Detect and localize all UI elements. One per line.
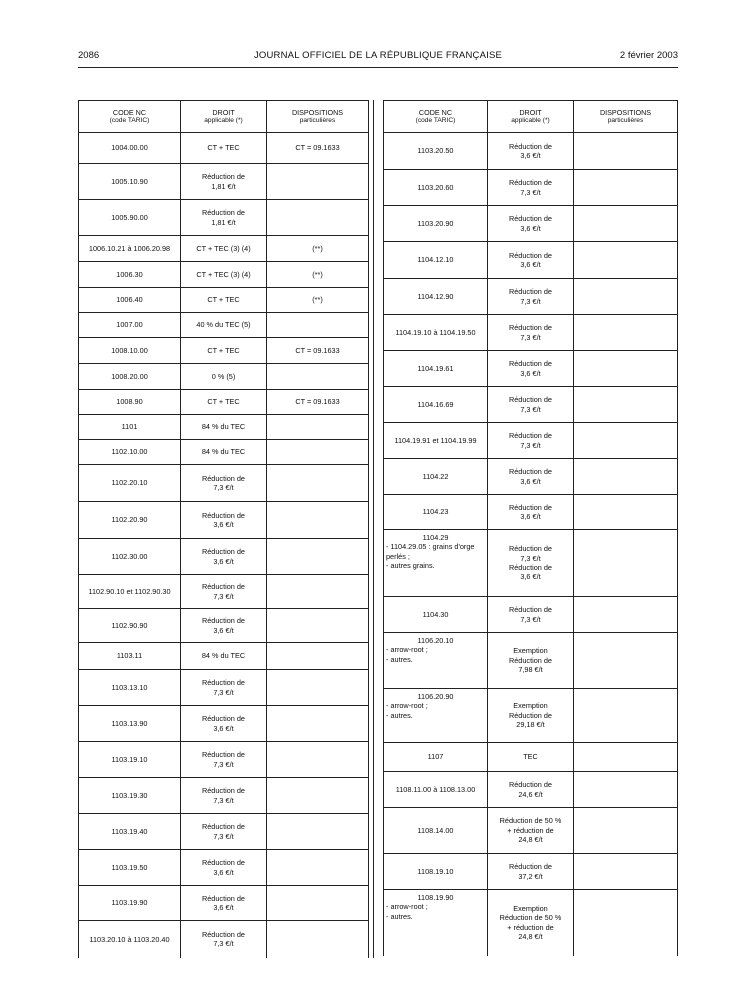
- dispositions-cell: [574, 206, 678, 242]
- header-droit: [181, 101, 267, 133]
- code-cell: [384, 633, 488, 689]
- table-row: [79, 670, 369, 706]
- code-cell: [384, 351, 488, 387]
- dispositions-cell: (**): [267, 288, 369, 313]
- droit-cell: Exemption Réduction de 50 % + réduction de 24,8 €/t: [488, 890, 574, 956]
- dispositions-cell: (**): [267, 236, 369, 262]
- dispositions-cell: [574, 854, 678, 890]
- code-cell: [384, 206, 488, 242]
- page-header: [78, 50, 678, 64]
- code-nc: 1104.12.10: [417, 255, 454, 265]
- code-subline: - autres.: [386, 911, 413, 921]
- code-cell: [79, 886, 181, 921]
- header-code: [384, 101, 488, 133]
- dispositions-cell: [574, 689, 678, 743]
- code-cell: [384, 387, 488, 423]
- code-cell: [79, 200, 181, 236]
- table-row: [79, 742, 369, 778]
- code-nc: 1102.30.00: [111, 551, 148, 561]
- dispositions-cell: [267, 706, 369, 742]
- code-cell: [79, 465, 181, 502]
- dispositions-cell: (**): [267, 262, 369, 288]
- header-droit: [488, 101, 574, 133]
- droit-cell: Réduction de 3,6 €/t: [488, 495, 574, 530]
- dispositions-cell: [267, 886, 369, 921]
- code-nc: 1008.20.00: [111, 371, 148, 381]
- droit-cell: Réduction de 3,6 €/t: [181, 850, 267, 886]
- code-nc: 1005.10.90: [111, 176, 148, 186]
- code-subline: - arrow-root ;: [386, 902, 428, 912]
- table-row: [79, 706, 369, 742]
- table-row: [79, 390, 369, 415]
- table-row: [79, 200, 369, 236]
- code-nc: 1104.19.61: [417, 363, 454, 373]
- header-disp-title: DISPOSITIONS: [599, 107, 652, 117]
- code-nc: 1005.90.00: [111, 212, 148, 222]
- code-nc: 1104.12.90: [417, 291, 454, 301]
- dispositions-cell: [267, 609, 369, 643]
- tariff-table-right: [383, 100, 678, 956]
- code-cell: [79, 670, 181, 706]
- code-nc: 1104.19.91 et 1104.19.99: [394, 435, 477, 445]
- dispositions-cell: [267, 440, 369, 465]
- code-nc: 1108.19.90: [417, 893, 454, 902]
- table-row: [79, 643, 369, 670]
- table-row: [79, 338, 369, 364]
- table-row: [79, 886, 369, 921]
- droit-cell: Réduction de 1,81 €/t: [181, 164, 267, 200]
- table-row: [79, 364, 369, 390]
- dispositions-cell: [574, 772, 678, 808]
- dispositions-cell: [574, 495, 678, 530]
- header-code-sub: (code TARIC): [415, 116, 456, 124]
- dispositions-cell: [267, 670, 369, 706]
- table-row: [384, 315, 678, 351]
- droit-cell: Réduction de 7,3 €/t: [181, 778, 267, 814]
- code-cell: [79, 778, 181, 814]
- header-droit-sub: applicable (*): [511, 116, 550, 124]
- issue-date: 2 février 2003: [619, 50, 678, 61]
- header-code-title: CODE NC: [112, 107, 147, 117]
- table-row: [384, 772, 678, 808]
- code-subline: - 1104.29.05 : grains d'orge perlés ;: [386, 542, 475, 561]
- dispositions-cell: [267, 539, 369, 575]
- table-row: [79, 778, 369, 814]
- code-nc: 1104.23: [422, 507, 449, 517]
- droit-cell: Réduction de 3,6 €/t: [181, 539, 267, 575]
- droit-cell: CT + TEC (3) (4): [181, 262, 267, 288]
- droit-cell: 0 % (5): [181, 364, 267, 390]
- code-cell: [384, 689, 488, 743]
- table-row: [384, 351, 678, 387]
- code-nc: 1102.20.10: [111, 478, 148, 488]
- header-code-title: CODE NC: [418, 107, 453, 117]
- droit-cell: Réduction de 7,3 €/t: [181, 814, 267, 850]
- code-cell: [384, 279, 488, 315]
- code-cell: [79, 539, 181, 575]
- code-cell: [79, 609, 181, 643]
- table-row: [384, 597, 678, 633]
- code-cell: [79, 313, 181, 338]
- table-row: [384, 890, 678, 956]
- table-row: [384, 387, 678, 423]
- table-row: [384, 279, 678, 315]
- code-nc: 1103.13.10: [111, 682, 148, 692]
- table-row: [384, 170, 678, 206]
- code-nc: 1106.20.90: [417, 692, 454, 701]
- code-nc: 1008.90: [116, 397, 143, 407]
- droit-cell: Réduction de 7,3 €/t: [488, 279, 574, 315]
- droit-cell: Réduction de 7,3 €/t: [488, 597, 574, 633]
- table-row: [384, 689, 678, 743]
- code-cell: [79, 133, 181, 164]
- code-cell: [79, 921, 181, 958]
- code-nc: 1104.30: [422, 609, 449, 619]
- dispositions-cell: [267, 200, 369, 236]
- droit-cell: Réduction de 7,3 €/t: [181, 921, 267, 958]
- dispositions-cell: [267, 502, 369, 539]
- table-row: [79, 415, 369, 440]
- code-nc: 1102.20.90: [111, 515, 148, 525]
- droit-cell: 84 % du TEC: [181, 440, 267, 465]
- code-cell: [384, 808, 488, 854]
- dispositions-cell: [574, 530, 678, 597]
- code-cell: [384, 854, 488, 890]
- header-disp-sub: particulières: [299, 116, 336, 124]
- code-subline: - autres grains.: [386, 561, 435, 571]
- code-nc: 1006.40: [116, 295, 143, 305]
- table-row: [384, 854, 678, 890]
- dispositions-cell: [574, 387, 678, 423]
- dispositions-cell: [574, 133, 678, 170]
- code-nc: 1007.00: [116, 320, 143, 330]
- code-cell: [79, 575, 181, 609]
- dispositions-cell: [267, 313, 369, 338]
- code-subline: - arrow-root ;: [386, 701, 428, 711]
- droit-cell: TEC: [488, 743, 574, 772]
- table-row: [79, 262, 369, 288]
- dispositions-cell: [574, 808, 678, 854]
- code-cell: [79, 236, 181, 262]
- column-separator: [373, 100, 374, 958]
- table-row: [384, 743, 678, 772]
- droit-cell: Exemption Réduction de 29,18 €/t: [488, 689, 574, 743]
- header-droit-title: DROIT: [212, 107, 235, 117]
- table-row: [79, 313, 369, 338]
- dispositions-cell: [267, 575, 369, 609]
- table-row: [79, 921, 369, 958]
- droit-cell: Réduction de 3,6 €/t: [181, 886, 267, 921]
- code-nc: 1101: [121, 422, 138, 432]
- code-nc: 1104.19.10 à 1104.19.50: [395, 327, 476, 337]
- table-row: [384, 459, 678, 495]
- dispositions-cell: [267, 921, 369, 958]
- table-header-row: [384, 101, 678, 133]
- droit-cell: Réduction de 3,6 €/t: [488, 242, 574, 279]
- dispositions-cell: CT = 09.1633: [267, 133, 369, 164]
- code-nc: 1108.19.10: [417, 866, 454, 876]
- dispositions-cell: [574, 351, 678, 387]
- code-cell: [384, 890, 488, 956]
- dispositions-cell: [267, 778, 369, 814]
- code-cell: [384, 459, 488, 495]
- droit-cell: CT + TEC (3) (4): [181, 236, 267, 262]
- code-cell: [79, 742, 181, 778]
- droit-cell: Réduction de 7,3 €/t Réduction de 3,6 €/t: [488, 530, 574, 597]
- header-dispositions: [267, 101, 369, 133]
- dispositions-cell: [267, 164, 369, 200]
- header-rule: [78, 67, 678, 68]
- code-cell: [79, 262, 181, 288]
- dispositions-cell: [574, 890, 678, 956]
- code-cell: [79, 440, 181, 465]
- dispositions-cell: [574, 597, 678, 633]
- code-subline: - arrow-root ;: [386, 645, 428, 655]
- code-nc: 1004.00.00: [111, 143, 148, 153]
- code-nc: 1103.19.90: [111, 898, 148, 908]
- table-row: [384, 242, 678, 279]
- code-nc: 1006.10.21 à 1006.20.98: [88, 243, 171, 253]
- code-cell: [79, 643, 181, 670]
- dispositions-cell: [267, 415, 369, 440]
- droit-cell: 84 % du TEC: [181, 643, 267, 670]
- dispositions-cell: [267, 465, 369, 502]
- dispositions-cell: [574, 315, 678, 351]
- code-cell: [384, 597, 488, 633]
- droit-cell: CT + TEC: [181, 288, 267, 313]
- header-dispositions: [574, 101, 678, 133]
- table-row: [79, 133, 369, 164]
- code-cell: [384, 423, 488, 459]
- table-row: [79, 502, 369, 539]
- code-cell: [79, 390, 181, 415]
- code-nc: 1104.16.69: [417, 399, 454, 409]
- dispositions-cell: [574, 170, 678, 206]
- droit-cell: Réduction de 3,6 €/t: [488, 459, 574, 495]
- code-nc: 1103.19.40: [111, 826, 148, 836]
- header-disp-sub: particulières: [607, 116, 644, 124]
- dispositions-cell: [574, 423, 678, 459]
- droit-cell: 40 % du TEC (5): [181, 313, 267, 338]
- dispositions-cell: [574, 459, 678, 495]
- dispositions-cell: [267, 850, 369, 886]
- dispositions-cell: [267, 814, 369, 850]
- header-code-sub: (code TARIC): [109, 116, 150, 124]
- dispositions-cell: [267, 643, 369, 670]
- table-row: [384, 206, 678, 242]
- code-nc: 1006.30: [116, 269, 143, 279]
- code-subline: - autres.: [386, 710, 413, 720]
- droit-cell: Réduction de 3,6 €/t: [181, 609, 267, 643]
- code-nc: 1103.19.10: [111, 754, 148, 764]
- code-nc: 1107: [427, 752, 444, 762]
- dispositions-cell: CT = 09.1633: [267, 390, 369, 415]
- droit-cell: Réduction de 3,6 €/t: [488, 351, 574, 387]
- table-row: [79, 236, 369, 262]
- code-nc: 1106.20.10: [417, 636, 454, 645]
- code-cell: [384, 133, 488, 170]
- droit-cell: Réduction de 24,6 €/t: [488, 772, 574, 808]
- table-header-row: [79, 101, 369, 133]
- dispositions-cell: CT = 09.1633: [267, 338, 369, 364]
- dispositions-cell: [574, 743, 678, 772]
- dispositions-cell: [574, 633, 678, 689]
- droit-cell: CT + TEC: [181, 390, 267, 415]
- table-row: [384, 133, 678, 170]
- code-cell: [79, 415, 181, 440]
- code-nc: 1103.19.50: [111, 862, 148, 872]
- code-nc: 1103.11: [116, 651, 143, 661]
- header-droit-title: DROIT: [519, 107, 542, 117]
- droit-cell: Réduction de 3,6 €/t: [488, 206, 574, 242]
- code-nc: 1103.20.60: [417, 182, 454, 192]
- code-cell: [79, 338, 181, 364]
- code-nc: 1103.20.50: [417, 146, 454, 156]
- table-row: [79, 288, 369, 313]
- code-nc: 1008.10.00: [111, 345, 148, 355]
- code-cell: [79, 288, 181, 313]
- table-row: [384, 633, 678, 689]
- code-nc: 1103.13.90: [111, 718, 148, 728]
- header-code: [79, 101, 181, 133]
- header-disp-title: DISPOSITIONS: [291, 107, 344, 117]
- table-row: [79, 609, 369, 643]
- droit-cell: Réduction de 7,3 €/t: [181, 742, 267, 778]
- droit-cell: Réduction de 3,6 €/t: [181, 502, 267, 539]
- code-cell: [384, 315, 488, 351]
- code-nc: 1103.19.30: [111, 790, 148, 800]
- code-nc: 1104.29: [422, 533, 449, 542]
- droit-cell: Réduction de 7,3 €/t: [488, 170, 574, 206]
- dispositions-cell: [574, 279, 678, 315]
- table-row: [384, 423, 678, 459]
- code-cell: [384, 530, 488, 597]
- table-row: [79, 850, 369, 886]
- header-droit-sub: applicable (*): [204, 116, 243, 124]
- droit-cell: Réduction de 7,3 €/t: [181, 670, 267, 706]
- droit-cell: 84 % du TEC: [181, 415, 267, 440]
- code-cell: [79, 164, 181, 200]
- table-row: [79, 440, 369, 465]
- table-row: [79, 575, 369, 609]
- droit-cell: CT + TEC: [181, 338, 267, 364]
- code-nc: 1102.90.90: [111, 620, 148, 630]
- dispositions-cell: [267, 742, 369, 778]
- droit-cell: Réduction de 7,3 €/t: [181, 575, 267, 609]
- code-nc: 1102.10.00: [111, 447, 148, 457]
- droit-cell: Exemption Réduction de 7,98 €/t: [488, 633, 574, 689]
- table-row: [384, 495, 678, 530]
- droit-cell: Réduction de 3,6 €/t: [488, 133, 574, 170]
- table-row: [384, 530, 678, 597]
- page-number: 2086: [78, 50, 100, 61]
- code-nc: 1104.22: [422, 471, 449, 481]
- droit-cell: Réduction de 7,3 €/t: [488, 387, 574, 423]
- droit-cell: Réduction de 50 % + réduction de 24,8 €/t: [488, 808, 574, 854]
- table-row: [384, 808, 678, 854]
- table-row: [79, 465, 369, 502]
- code-cell: [384, 242, 488, 279]
- droit-cell: Réduction de 1,81 €/t: [181, 200, 267, 236]
- code-cell: [79, 706, 181, 742]
- code-nc: 1103.20.10 à 1103.20.40: [89, 934, 170, 944]
- tariff-table-left: [78, 100, 369, 958]
- code-cell: [384, 772, 488, 808]
- code-cell: [384, 170, 488, 206]
- code-cell: [384, 743, 488, 772]
- droit-cell: CT + TEC: [181, 133, 267, 164]
- dispositions-cell: [267, 364, 369, 390]
- code-subline: - autres.: [386, 654, 413, 664]
- droit-cell: Réduction de 3,6 €/t: [181, 706, 267, 742]
- droit-cell: Réduction de 7,3 €/t: [488, 315, 574, 351]
- code-nc: 1103.20.90: [417, 218, 454, 228]
- code-cell: [384, 495, 488, 530]
- journal-title: JOURNAL OFFICIEL DE LA RÉPUBLIQUE FRANÇAISE: [253, 50, 503, 61]
- table-row: [79, 539, 369, 575]
- droit-cell: Réduction de 7,3 €/t: [181, 465, 267, 502]
- droit-cell: Réduction de 7,3 €/t: [488, 423, 574, 459]
- code-cell: [79, 364, 181, 390]
- dispositions-cell: [574, 242, 678, 279]
- code-cell: [79, 502, 181, 539]
- table-row: [79, 164, 369, 200]
- code-cell: [79, 814, 181, 850]
- code-nc: 1108.14.00: [417, 825, 454, 835]
- table-row: [79, 814, 369, 850]
- droit-cell: Réduction de 37,2 €/t: [488, 854, 574, 890]
- code-nc: 1108.11.00 à 1108.13.00: [395, 784, 476, 794]
- code-nc: 1102.90.10 et 1102.90.30: [88, 586, 171, 596]
- code-cell: [79, 850, 181, 886]
